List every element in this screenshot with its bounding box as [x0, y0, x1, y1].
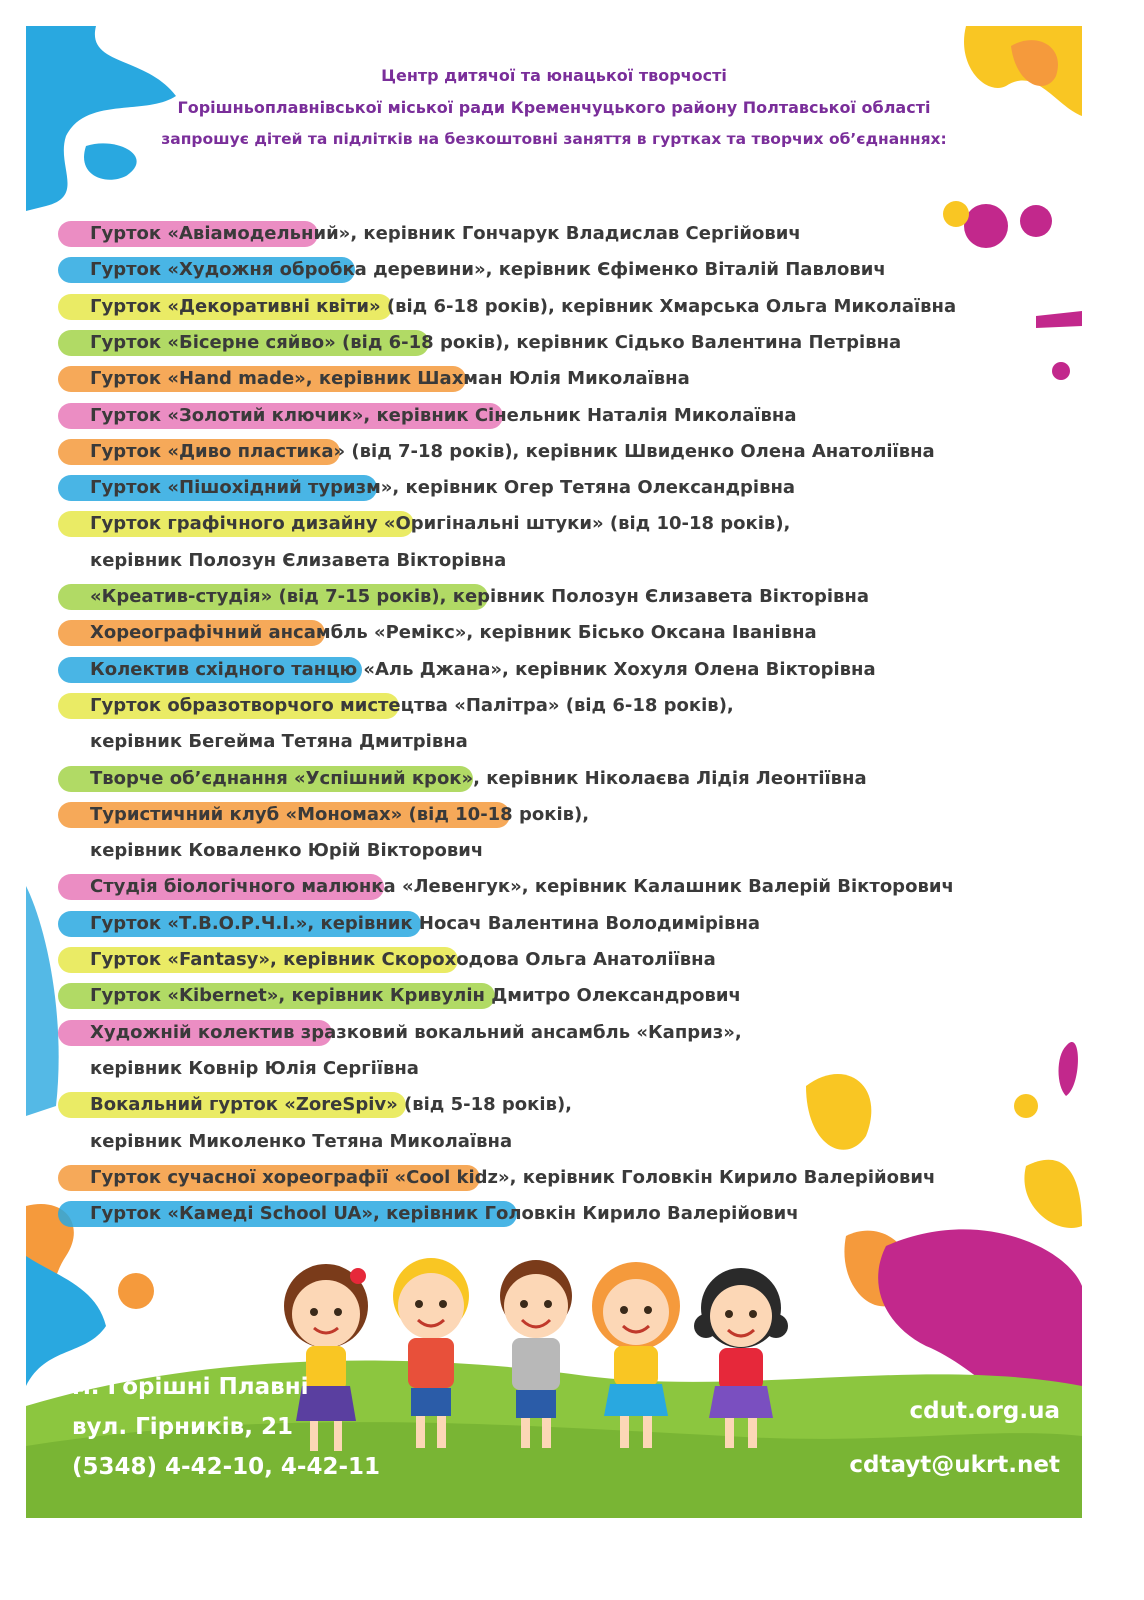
circle-row [90, 252, 886, 288]
footer-phones: (5348) 4-42-10, 4-42-11 [72, 1454, 381, 1480]
header-line-2: Горішньоплавнівської міської ради Кременчуцького району Полтавської області [177, 98, 931, 117]
kid-girl-3 [694, 1268, 788, 1448]
circle-row-text: Гурток «Камеді School UA», керівник Головкін Кирило Валерійович [90, 1203, 799, 1224]
kids-illustration [266, 1246, 826, 1466]
circle-row-text: керівник Миколенко Тетяна Миколаївна [90, 1131, 513, 1152]
circle-row-text: керівник Ковнір Юлія Сергіївна [90, 1058, 419, 1079]
blue-splash-left-bottom [26, 1256, 106, 1386]
circle-row-text: «Креатив-студія» (від 7-15 років), керівник Полозун Єлизавета Вікторівна [90, 586, 870, 607]
footer-website[interactable]: cdut.org.ua [909, 1398, 1060, 1424]
circle-row-text: керівник Коваленко Юрій Вікторович [90, 840, 484, 861]
circle-row [90, 398, 797, 434]
circle-row [90, 1015, 742, 1051]
circle-row [90, 434, 935, 470]
circle-row-text: Гурток «Пішохідний туризм», керівник Огер Тетяна Олександрівна [90, 477, 796, 498]
circle-row [90, 543, 506, 579]
circle-row-text: Гурток «Декоративні квіти» (від 6-18 років), керівник Хмарська Ольга Миколаївна [90, 296, 957, 317]
circle-row [90, 1087, 572, 1123]
circle-row-text: Гурток «Диво пластика» (від 7-18 років), керівник Швиденко Олена Анатоліївна [90, 441, 935, 462]
circle-row [90, 506, 790, 542]
circle-row-text: Гурток сучасної хореографії «Cool kidz», керівник Головкін Кирило Валерійович [90, 1167, 936, 1188]
circle-row [90, 724, 468, 760]
circle-row [90, 978, 741, 1014]
circle-row-text: Вокальний гурток «ZoreSpiv» (від 5-18 років), [90, 1094, 573, 1115]
header-line-3: запрошує дітей та підлітків на безкоштовні заняття в гуртках та творчих об’єднаннях: [161, 130, 947, 148]
circle-row [90, 325, 901, 361]
circle-row [90, 289, 956, 325]
circle-row-text: Гурток «Авіамодельний», керівник Гончарук Владислав Сергійович [90, 223, 801, 244]
circle-row [90, 470, 795, 506]
header-line-1: Центр дитячої та юнацької творчості [381, 66, 727, 85]
circle-row [90, 833, 483, 869]
kid-girl-2 [592, 1262, 680, 1448]
circle-row [90, 216, 801, 252]
poster [26, 26, 1082, 1518]
circle-list [26, 26, 1082, 1226]
circle-row-text: Хореографічний ансамбль «Ремікс», керівник Бісько Оксана Іванівна [90, 622, 817, 643]
kid-girl-1 [284, 1264, 368, 1451]
circle-row [90, 761, 867, 797]
circle-row-text: Гурток «Бісерне сяйво» (від 6-18 років), керівник Сідько Валентина Петрівна [90, 332, 902, 353]
circle-row-text: Гурток «Т.В.О.Р.Ч.І.», керівник Носач Валентина Володимірівна [90, 913, 761, 934]
footer-street: вул. Гірників, 21 [72, 1414, 293, 1440]
circle-row [90, 1124, 512, 1160]
circle-row [90, 942, 716, 978]
circle-row [90, 1051, 419, 1087]
kid-boy-2 [500, 1260, 572, 1448]
circle-row-text: Гурток «Золотий ключик», керівник Сінельник Наталія Миколаївна [90, 405, 797, 426]
circle-row [90, 1196, 799, 1232]
circle-row [90, 652, 876, 688]
kid-boy-1 [393, 1258, 469, 1448]
circle-row-text: Художній колектив зразковий вокальний ансамбль «Каприз», [90, 1022, 742, 1043]
circle-row-text: Гурток «Fantasy», керівник Скороходова Ольга Анатоліївна [90, 949, 716, 970]
circle-row [90, 797, 589, 833]
circle-row-text: Гурток «Художня обробка деревини», керівник Єфіменко Віталій Павлович [90, 259, 886, 280]
circle-row [90, 869, 954, 905]
circle-row-text: Колектив східного танцю «Аль Джана», керівник Хохуля Олена Вікторівна [90, 659, 876, 680]
circle-row [90, 906, 760, 942]
circle-row-text: керівник Полозун Єлизавета Вікторівна [90, 550, 507, 571]
circle-row-text: Творче об’єднання «Успішний крок», керівник Ніколаєва Лідія Леонтіївна [90, 768, 867, 789]
circle-row [90, 579, 869, 615]
circle-row-text: Гурток образотворчого мистецтва «Палітра» (від 6-18 років), [90, 695, 734, 716]
circle-row [90, 361, 690, 397]
circle-row-text: Студія біологічного малюнка «Левенгук», керівник Калашник Валерій Вікторович [90, 876, 954, 897]
circle-row-text: Туристичний клуб «Мономах» (від 10-18 років), [90, 804, 590, 825]
footer-email[interactable]: cdtayt@ukrt.net [849, 1452, 1060, 1478]
circle-row [90, 688, 734, 724]
circle-row-text: Гурток «Kibernet», керівник Кривулін Дмитро Олександрович [90, 985, 741, 1006]
circle-row-text: Гурток «Hand made», керівник Шахман Юлія Миколаївна [90, 368, 690, 389]
footer-city: м. Горішні Плавні [72, 1374, 309, 1400]
circle-row [90, 615, 817, 651]
circle-row-text: керівник Бегейма Тетяна Дмитрівна [90, 731, 468, 752]
orange-dot-left [118, 1273, 154, 1309]
circle-row [90, 1160, 935, 1196]
circle-row-text: Гурток графічного дизайну «Оригінальні штуки» (від 10-18 років), [90, 513, 791, 534]
